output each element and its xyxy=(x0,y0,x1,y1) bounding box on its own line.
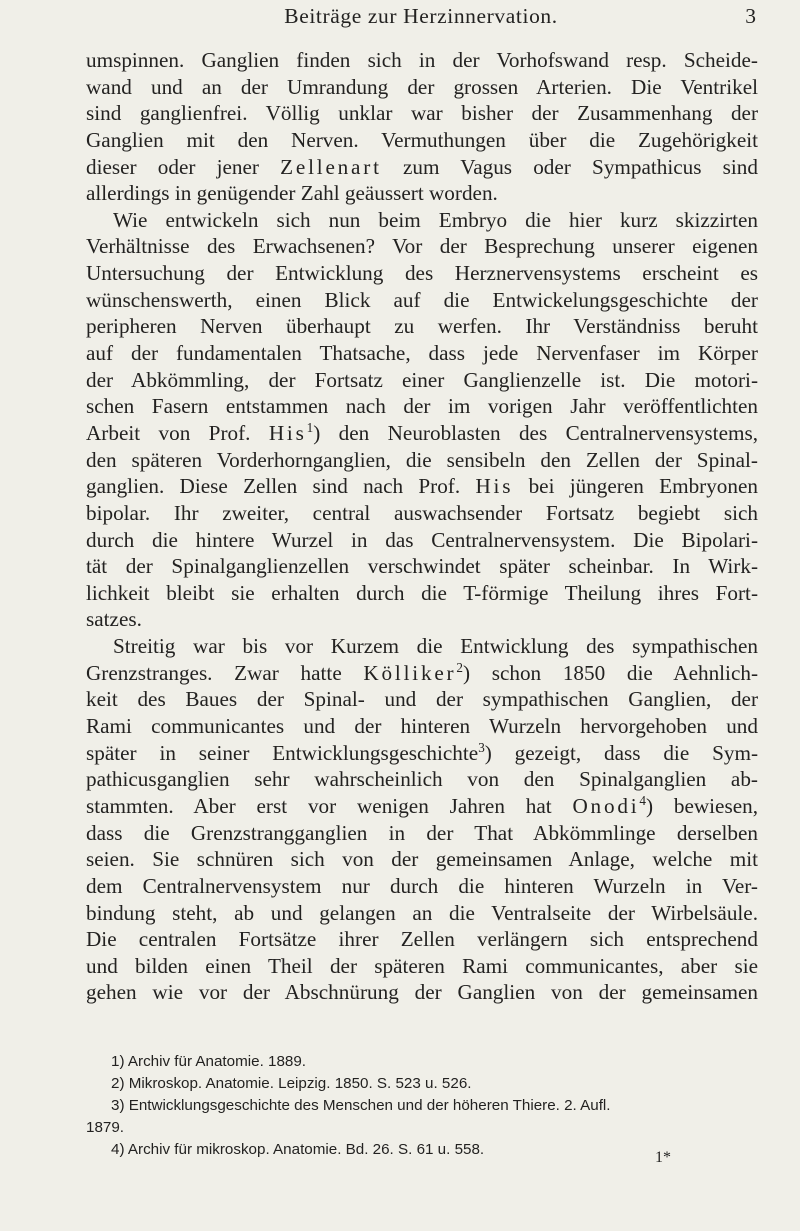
text-line: gehen wie vor der Abschnürung der Ganglien von der gemeinsamen xyxy=(86,980,758,1005)
text-line: und bilden einen Theil der späteren Rami communicantes, aber sie xyxy=(86,953,758,978)
text-segment: später in seiner Entwicklungsgeschichte xyxy=(86,740,479,765)
text-line xyxy=(86,740,758,767)
text-line: der Abkömmling, der Fortsatz einer Ganglienzelle ist. Die motori- xyxy=(86,367,758,392)
footnote-marker: 1 xyxy=(306,419,314,435)
text-line: bindung steht, ab und gelangen an die Ventralseite der Wirbelsäule. xyxy=(86,900,758,925)
text-line: dass die Grenzstrangganglien in der That Abkömmlinge derselben xyxy=(86,820,758,845)
footnotes xyxy=(86,1051,758,1161)
text-line: pathicusganglien sehr wahrscheinlich von den Spinalganglien ab- xyxy=(86,767,758,792)
text-line: Wie entwickeln sich nun beim Embryo die hier kurz skizzirten xyxy=(113,207,758,232)
text-segment: Grenzstranges. Zwar hatte xyxy=(86,660,342,685)
text-segment: ) den Neuroblasten des Centralnervensystems, xyxy=(313,420,758,445)
running-head: Beiträge zur Herzinnervation. xyxy=(284,4,558,28)
footnote-marker: 2 xyxy=(456,659,463,675)
text-line: Die centralen Fortsätze ihrer Zellen verlängern sich entsprechend xyxy=(86,927,758,952)
text-line xyxy=(86,420,758,447)
footnote-continuation: 1879. xyxy=(86,1119,125,1136)
text-line: lichkeit bleibt sie erhalten durch die T-förmige Theilung ihres Fort- xyxy=(86,580,758,605)
text-segment: ) schon 1850 die Aehnlich- xyxy=(462,660,758,685)
footnote-marker: 3 xyxy=(478,739,485,755)
author-name: His xyxy=(475,474,514,499)
text-line xyxy=(86,473,758,500)
footnote-marker: 4 xyxy=(639,792,646,808)
text-line xyxy=(86,154,758,181)
text-line: tät der Spinalganglienzellen verschwindet später scheinbar. In Wirk- xyxy=(86,554,758,579)
footnote: 3) Entwicklungsgeschichte des Menschen und der höheren Thiere. 2. Aufl. xyxy=(111,1097,611,1114)
text-segment: Arbeit von Prof. xyxy=(86,420,251,445)
author-name: Onodi xyxy=(572,793,640,818)
text-segment: zum Vagus oder Sympathicus sind xyxy=(381,154,758,179)
text-line: bipolar. Ihr zweiter, central auswachsender Fortsatz begiebt sich xyxy=(86,500,758,525)
text-line xyxy=(86,793,758,820)
text-line: wünschenswerth, einen Blick auf die Entwickelungsgeschichte der xyxy=(86,287,758,312)
text-line: seien. Sie schnüren sich von der gemeinsamen Anlage, welche mit xyxy=(86,847,758,872)
text-segment: stammten. Aber erst vor wenigen Jahren hat xyxy=(86,793,552,818)
text-line: wand und an der Umrandung der grossen Arterien. Die Ventrikel xyxy=(86,74,758,99)
author-name: Kölliker xyxy=(363,660,457,685)
text-segment: ) bewiesen, xyxy=(645,793,758,818)
page-number: 3 xyxy=(745,4,756,28)
page-header xyxy=(86,2,756,34)
body-text xyxy=(86,47,758,1006)
author-name: His xyxy=(268,420,307,445)
text-line: dem Centralnervensystem nur durch die hinteren Wurzeln in Ver- xyxy=(86,873,758,898)
text-line: den späteren Vorderhornganglien, die sensibeln den Zellen der Spinal- xyxy=(86,447,758,472)
footnote: 1) Archiv für Anatomie. 1889. xyxy=(111,1053,307,1070)
text-line: allerdings in genügender Zahl geäussert worden. xyxy=(86,181,498,206)
text-segment: bei jüngeren Embryonen xyxy=(513,474,758,499)
text-line: peripheren Nerven überhaupt zu werfen. Ihr Verständniss beruht xyxy=(86,314,758,339)
text-line: satzes. xyxy=(86,607,142,632)
text-line: Untersuchung der Entwicklung des Herznervensystems erscheint es xyxy=(86,261,758,286)
text-line xyxy=(86,660,758,687)
text-line: auf der fundamentalen Thatsache, dass jede Nervenfaser im Körper xyxy=(86,341,758,366)
text-line: keit des Baues der Spinal- und der sympathischen Ganglien, der xyxy=(86,687,758,712)
text-line: schen Fasern entstammen nach der im vorigen Jahr veröffentlichten xyxy=(86,394,758,419)
sheet-signature: 1* xyxy=(655,1149,671,1166)
text-line: durch die hintere Wurzel in das Centralnervensystem. Die Bipolari- xyxy=(86,527,758,552)
text-line: Rami communicantes und der hinteren Wurzeln hervorgehoben und xyxy=(86,714,758,739)
text-segment: ganglien. Diese Zellen sind nach Prof. xyxy=(86,474,461,499)
text-line: Ganglien mit den Nerven. Vermuthungen über die Zugehörigkeit xyxy=(86,127,758,152)
text-line: umspinnen. Ganglien finden sich in der Vorhofswand resp. Scheide- xyxy=(86,48,758,72)
text-line: Streitig war bis vor Kurzem die Entwicklung des sympathischen xyxy=(113,634,758,659)
text-line: sind ganglienfrei. Völlig unklar war bisher der Zusammenhang der xyxy=(86,101,758,126)
emphasized-term: Zellenart xyxy=(280,154,382,179)
footnote: 2) Mikroskop. Anatomie. Leipzig. 1850. S. 523 u. 526. xyxy=(111,1075,472,1092)
text-line: Verhältnisse des Erwachsenen? Vor der Besprechung unserer eigenen xyxy=(86,234,758,259)
text-segment: ) gezeigt, dass die Sym- xyxy=(484,740,758,765)
footnote: 4) Archiv für mikroskop. Anatomie. Bd. 26. S. 61 u. 558. xyxy=(111,1141,485,1158)
text-segment: dieser oder jener xyxy=(86,154,259,179)
